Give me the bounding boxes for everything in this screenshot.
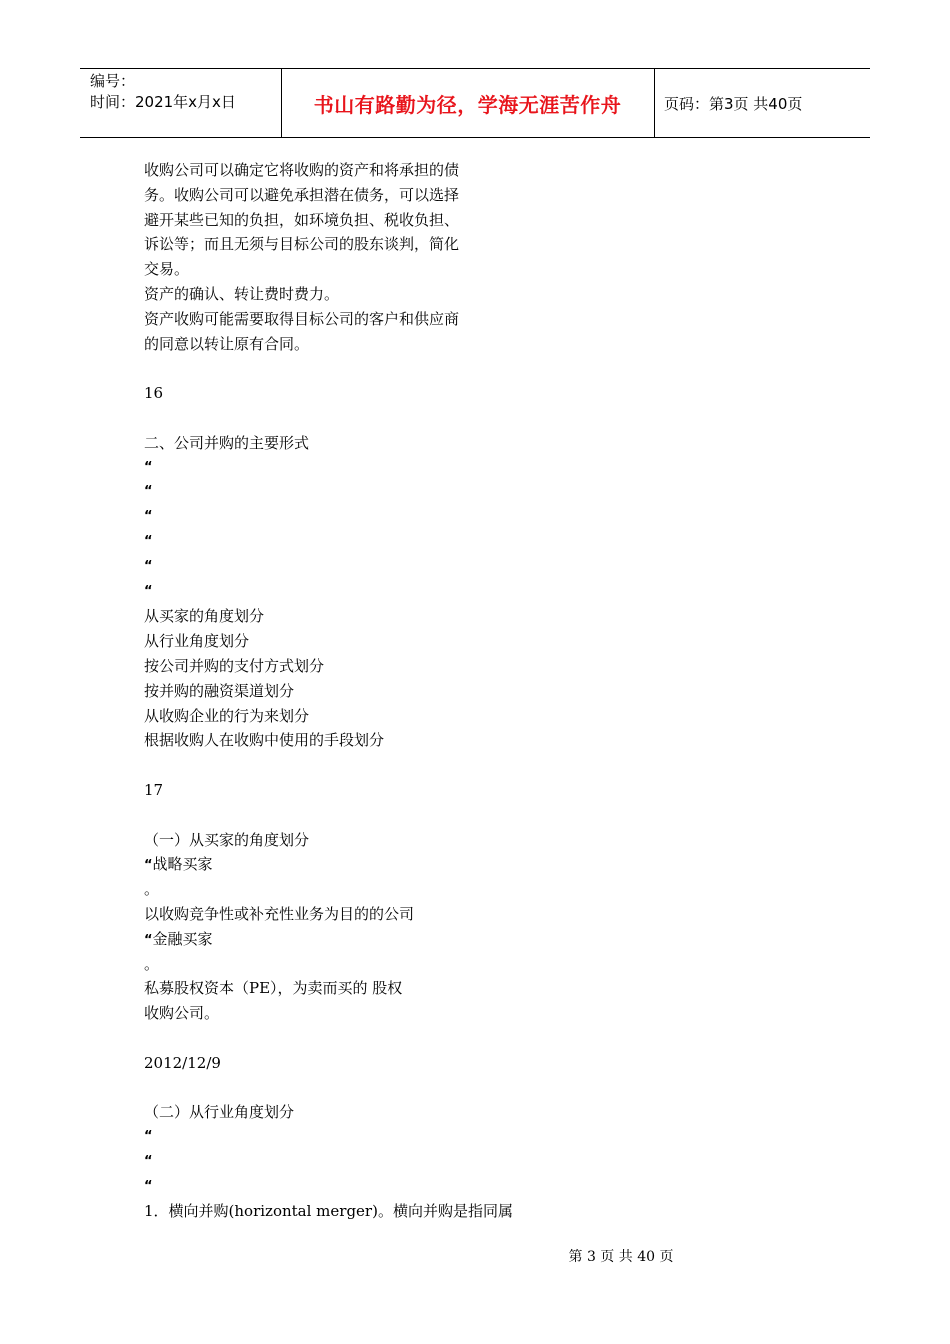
paragraph-line: 资产收购可能需要取得目标公司的客户和供应商 <box>144 309 460 328</box>
document-body <box>144 158 513 1224</box>
buyer-item <box>144 927 513 952</box>
section-title: 二、公司并购的主要形式 <box>144 433 310 452</box>
buyer-financial: 金融买家 <box>152 929 213 948</box>
paragraph-line: 的同意以转让原有合同。 <box>144 334 310 353</box>
bullet-mark: “ <box>144 1178 153 1194</box>
slide-number: 17 <box>144 780 164 799</box>
bullet-mark: “ <box>144 533 153 549</box>
bullet-mark: “ <box>144 509 153 525</box>
header-number-label: 编号： <box>90 72 136 90</box>
form-item: 从买家的角度划分 <box>144 607 265 626</box>
paragraph-line: 1．横向并购(horizontal merger)。横向并购是指同属 <box>144 1202 513 1221</box>
paragraph-line: 资产的确认、转让费时费力。 <box>144 284 340 303</box>
bullet-mark: “ <box>144 583 153 599</box>
paragraph-line: 避开某些已知的负担，如环境负担、税收负担、 <box>144 210 460 229</box>
paragraph-line: 交易。 <box>144 260 190 279</box>
form-item: 从收购企业的行为来划分 <box>144 706 310 725</box>
bullet-mark: “ <box>144 484 153 500</box>
paragraph-line: 收购公司可以确定它将收购的资产和将承担的债 <box>144 161 460 179</box>
paragraph-line: 收购公司。 <box>144 1004 220 1023</box>
footer-page-number: 第 3 页 共 40 页 <box>568 1249 674 1265</box>
dot-mark: 。 <box>144 880 160 899</box>
form-item: 根据收购人在收购中使用的手段划分 <box>144 731 385 750</box>
subsection-title: （一）从买家的角度划分 <box>144 830 310 849</box>
paragraph-line: 私募股权资本（PE），为卖而买的 股权 <box>144 979 403 998</box>
bullet-mark: “ <box>144 1129 153 1145</box>
slide-number: 16 <box>144 384 164 403</box>
header-time-label: 时间：2021年x月x日 <box>90 93 236 111</box>
paragraph-line: 诉讼等；而且无须与目标公司的股东谈判，简化 <box>144 235 460 254</box>
document-header <box>80 68 870 138</box>
form-item: 按公司并购的支付方式划分 <box>144 656 325 675</box>
buyer-item <box>144 852 513 877</box>
page-footer <box>0 1246 950 1266</box>
bullet-mark: “ <box>144 858 153 874</box>
dot-mark: 。 <box>144 954 160 973</box>
buyer-strategic: 战略买家 <box>152 855 213 874</box>
bullet-mark: “ <box>144 459 153 475</box>
header-divider-right <box>654 69 655 137</box>
form-item: 从行业角度划分 <box>144 632 250 651</box>
paragraph-line: 以收购竞争性或补充性业务为目的的公司 <box>144 904 415 923</box>
form-item: 按并购的融资渠道划分 <box>144 681 295 700</box>
header-meta <box>90 71 236 113</box>
slide-date: 2012/12/9 <box>144 1053 221 1072</box>
paragraph-line: 务。收购公司可以避免承担潜在债务，可以选择 <box>144 185 460 204</box>
bullet-mark: “ <box>144 932 153 948</box>
bullet-mark: “ <box>144 1153 153 1169</box>
header-page-label: 页码：第3页 共40页 <box>664 94 803 113</box>
subsection-title: （二）从行业角度划分 <box>144 1103 295 1122</box>
bullet-mark: “ <box>144 558 153 574</box>
header-motto: 书山有路勤为径，学海无涯苦作舟 <box>313 92 622 117</box>
